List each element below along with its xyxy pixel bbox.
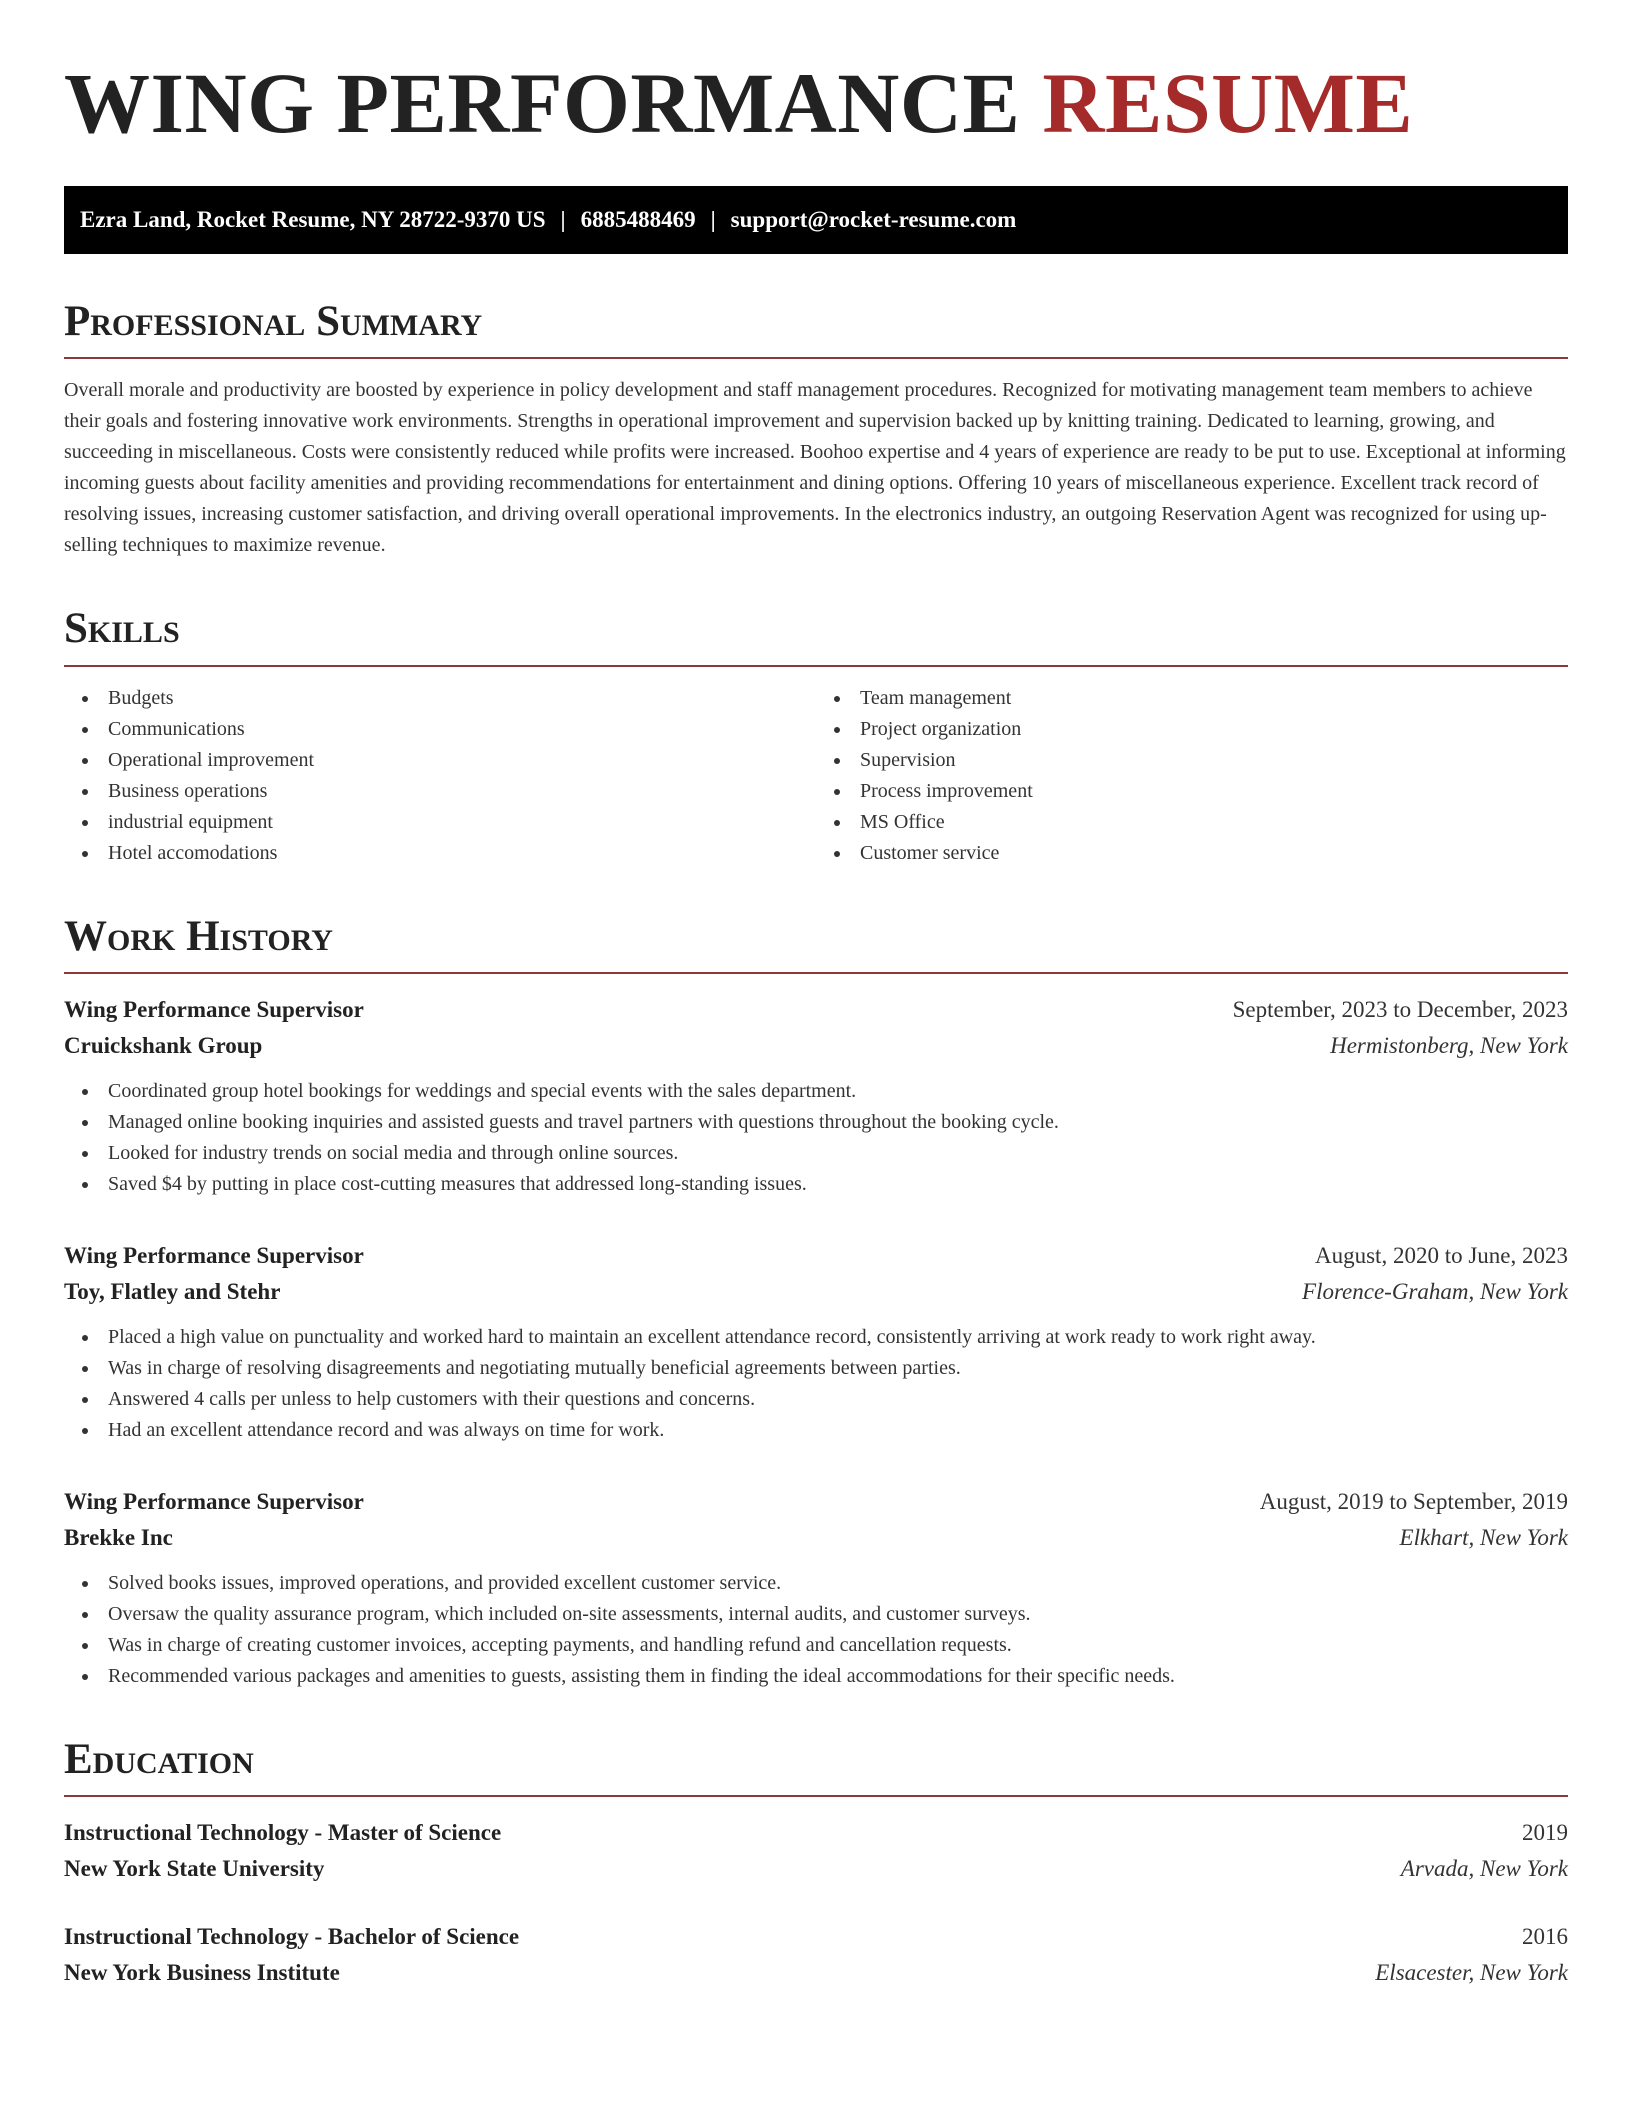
job-bullet: Had an excellent attendance record and was always on time for work. xyxy=(108,1415,1568,1446)
summary-section xyxy=(64,298,1568,561)
job-bullets xyxy=(64,1076,1568,1200)
job-entry xyxy=(64,992,1568,1200)
summary-text: Overall morale and productivity are boosted by experience in policy development and staff management procedures. Recognized for motivating management team members to achieve their goals and fostering innovative work environments. Strengths in operational improvement and supervision backed up by knitting training. Dedicated to learning, growing, and succeeding in miscellaneous. Costs were consistently reduced while profits were increased. Boohoo expertise and 4 years of experience are ready to be put to use. Exceptional at informing incoming guests about facility amenities and providing recommendations for entertainment and dining options. Offering 10 years of miscellaneous experience. Excellent track record of resolving issues, increasing customer satisfaction, and driving overall operational improvements. In the electronics industry, an outgoing Reservation Agent was recognized for using up-selling techniques to maximize revenue. xyxy=(64,379,1566,557)
education-location: Arvada, New York xyxy=(1400,1856,1568,1882)
skill-item: Project organization xyxy=(860,714,1568,745)
job-company: Toy, Flatley and Stehr xyxy=(64,1278,281,1304)
skills-grid xyxy=(64,683,1568,869)
job-bullet: Managed online booking inquiries and assisted guests and travel partners with questions throughout the booking cycle. xyxy=(108,1107,1568,1138)
job-role: Wing Performance Supervisor xyxy=(64,1242,364,1268)
skill-item: Budgets xyxy=(108,683,816,714)
job-company: Brekke Inc xyxy=(64,1524,173,1550)
skill-item: Customer service xyxy=(860,838,1568,869)
contact-email: support@rocket-resume.com xyxy=(730,207,1017,232)
contact-phone: 6885488469 xyxy=(580,207,696,232)
skill-item: Operational improvement xyxy=(108,745,816,776)
job-entry xyxy=(64,1484,1568,1692)
job-bullet: Looked for industry trends on social media and through online sources. xyxy=(108,1138,1568,1169)
contact-separator: | xyxy=(710,207,716,232)
work-history-heading: Work History xyxy=(64,913,1568,974)
job-bullet: Recommended various packages and amenities to guests, assisting them in finding the ideal accommodations for their specific needs. xyxy=(108,1661,1568,1692)
education-entry xyxy=(64,1815,1568,1887)
job-bullet: Solved books issues, improved operations, and provided excellent customer service. xyxy=(108,1568,1568,1599)
education-year: 2016 xyxy=(1522,1924,1568,1950)
education-school: New York State University xyxy=(64,1856,325,1882)
education-heading: Education xyxy=(64,1736,1568,1797)
job-bullet: Coordinated group hotel bookings for weddings and special events with the sales department. xyxy=(108,1076,1568,1107)
skills-section xyxy=(64,605,1568,868)
job-company: Cruickshank Group xyxy=(64,1032,263,1058)
job-dates: August, 2019 to September, 2019 xyxy=(1259,1488,1568,1514)
job-bullet: Was in charge of creating customer invoices, accepting payments, and handling refund and cancellation requests. xyxy=(108,1630,1568,1661)
job-bullet: Placed a high value on punctuality and worked hard to maintain an excellent attendance record, consistently arriving at work ready to work right away. xyxy=(108,1322,1568,1353)
education-location: Elsacester, New York xyxy=(1375,1960,1568,1986)
skill-item: Supervision xyxy=(860,745,1568,776)
job-entry xyxy=(64,1238,1568,1446)
job-bullet: Saved $4 by putting in place cost-cutting measures that addressed long-standing issues. xyxy=(108,1169,1568,1200)
job-bullet: Was in charge of resolving disagreements and negotiating mutually beneficial agreements between parties. xyxy=(108,1353,1568,1384)
education-school: New York Business Institute xyxy=(64,1960,340,1986)
job-location: Elkhart, New York xyxy=(1399,1524,1568,1550)
skill-item: MS Office xyxy=(860,807,1568,838)
education-section xyxy=(64,1736,1568,1991)
resume-title xyxy=(64,55,1568,151)
job-role: Wing Performance Supervisor xyxy=(64,1488,364,1514)
education-degree: Instructional Technology - Master of Science xyxy=(64,1820,502,1846)
job-dates: August, 2020 to June, 2023 xyxy=(1315,1242,1568,1268)
skill-item: industrial equipment xyxy=(108,807,816,838)
skill-item: Process improvement xyxy=(860,776,1568,807)
skill-item: Team management xyxy=(860,683,1568,714)
skills-column-left xyxy=(64,683,816,869)
job-bullets xyxy=(64,1322,1568,1446)
job-dates: September, 2023 to December, 2023 xyxy=(1232,996,1568,1022)
skill-item: Hotel accomodations xyxy=(108,838,816,869)
job-bullet: Oversaw the quality assurance program, which included on-site assessments, internal audits, and customer surveys. xyxy=(108,1599,1568,1630)
skills-heading: Skills xyxy=(64,605,1568,666)
skill-item: Business operations xyxy=(108,776,816,807)
education-entry xyxy=(64,1919,1568,1991)
skills-column-right xyxy=(816,683,1568,869)
job-location: Hermistonberg, New York xyxy=(1330,1032,1568,1058)
work-history-section xyxy=(64,913,1568,1692)
contact-address: Ezra Land, Rocket Resume, NY 28722-9370 US xyxy=(80,207,546,232)
title-accent: RESUME xyxy=(1042,55,1414,151)
job-bullet: Answered 4 calls per unless to help customers with their questions and concerns. xyxy=(108,1384,1568,1415)
skill-item: Communications xyxy=(108,714,816,745)
job-role: Wing Performance Supervisor xyxy=(64,996,364,1022)
education-degree: Instructional Technology - Bachelor of Science xyxy=(64,1924,520,1950)
education-year: 2019 xyxy=(1522,1820,1568,1846)
summary-heading: Professional Summary xyxy=(64,298,1568,359)
job-location: Florence-Graham, New York xyxy=(1302,1278,1568,1304)
contact-separator: | xyxy=(560,207,566,232)
job-bullets xyxy=(64,1568,1568,1692)
title-main: WING PERFORMANCE xyxy=(64,55,1021,151)
contact-bar xyxy=(64,186,1568,254)
